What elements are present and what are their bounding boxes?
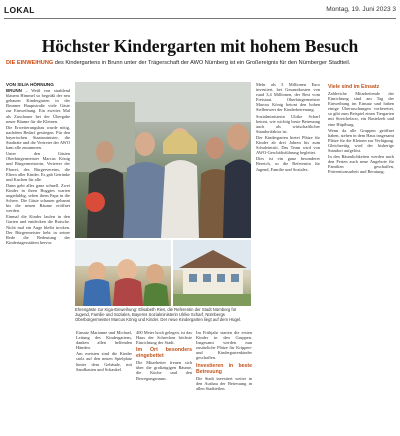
dateline-place: BRUNN [6, 88, 22, 94]
children-photo-art [75, 240, 171, 306]
article-column-4 [196, 330, 252, 430]
paragraph: Einmal die Kinder laufen in den Garten und entdecken die Rutsche. Nicht mal ein Auge bleibt trocken. Der Bürgermeister hebt in seiner Rede die Bedeutung der Kindertagesstätten hervor. [6, 214, 70, 245]
paragraph: 400 Meter hoch gelegen, ist das Haus der Schrecken höchste Einrichtung der Stadt. [136, 330, 192, 346]
lead-paragraph: BRUNN – Weiß von strahlend blauem Himmel so begrüßt der neu gebauen Kindergarten in der Brunner Hauptstraße viele Gäste zur Einweihung. Ein zweites Mal als Zuschauer bei der Übergabe neuer Räume für die Kleinen. [6, 88, 70, 124]
article-column-5 [256, 82, 320, 430]
article-column-6 [328, 82, 394, 430]
photo-caption: Ehrengäste zur Kiga-Einweihung: Elisabeth Ries, die Referentin der Stadt Nürnberg für Jugend, Familie und Soziales, Bayerns Sozialministerin Ulrike Scharf, Nürnbergs Oberbürgermeister Marcus König und Kinder. Der neue Kindergarten liegt auf dem Hügel. [75, 307, 242, 322]
paragraph: Am meisten sind die Kinder stolz auf den neuen Spielplatz hinter dem Gebäude, mit Sandkasten und Schaukel. [76, 351, 132, 372]
children-photo [75, 240, 171, 306]
page-header [4, 4, 396, 19]
dignitaries-photo-art [75, 82, 251, 238]
paragraph: Die Erweiterungsbau wurde nötig, nachdem Bedarf gestiegen. Für den bayerischen Staatsminister, die Stadträte und die Vertreter der AWO kam alle zusammen. [6, 124, 70, 151]
paragraph: Die Stadt investiert weiter in den Ausbau der Betreuung in allen Stadtteilen. [196, 375, 252, 391]
paragraph: Wenn da alle Gruppen geöffnet haben, stehen in dem Haus insgesamt Plätze für die Kleinen zur Verfügung. Gleichzeitig wird der bisherige Standort aufgelöst. [328, 127, 394, 154]
date-page-line: Montag, 19. Juni 2023 3 [326, 6, 396, 13]
section-heading: Investieren in beste Betreuung [196, 362, 252, 375]
paragraph: Sozialministerin Ulrike Scharf betont, wie wichtig beste Betreuung auch als wirtschaftlicher Standortfaktor ist. [256, 113, 320, 134]
paragraph: Im Frühjahr starten die ersten Kinder in den Gruppen. Insgesamt werden nun zusätzliche Plätze für Krippen- und Kindergartenkinder geschaffen. [196, 330, 252, 361]
paragraph: In den Räumlichkeiten werden nach den Ferien auch neue Angebote für Familien geschaffen, Präventionsarbeit und Beratung. [328, 154, 394, 175]
section-heading: Viele sind im Einsatz [328, 84, 380, 90]
headline: Höchster Kindergarten mit hohem Besuch [41, 36, 359, 56]
dignitaries-photo [75, 82, 251, 238]
paragraph: Die Mitarbeiter freuen sich über die großzügigen Räume, die Küche und den Bewegungsraum. [136, 360, 192, 381]
paragraph: Dann geht alles ganz schnell. Zwei Kinder in ihren Buggies warten ungeduldig, sehen ihren Papa in die Schere. Die Gäste schauen gebannt bis die neuen Räume eröffnet werden. [6, 182, 70, 214]
article-column-2 [76, 330, 132, 430]
article-column-3 [136, 330, 192, 430]
building-photo-art [173, 240, 251, 306]
paragraph: Einsatz Marianne und Michael, Leitung des Kindergartens, danken allen helfenden Händen. [76, 330, 132, 351]
author-byline: VON SILIA HÖRNUNG [6, 82, 54, 87]
paragraph: Mehr als 3 Millionen Euro investiert, bei Gesamtkosten von rund 3,4 Millionen, der Rest vom Freistaat. Oberbürgermeister Marcus König betont den hohen Stellenwert der Kinderbetreuung. [256, 82, 320, 113]
building-photo [173, 240, 251, 306]
paragraph: Dies ist ein ganz besonderer Bereich, so die Referentin für Jugend, Familie und Soziales. [256, 156, 320, 172]
section-label: LOKAL [4, 5, 35, 15]
subheadline [6, 60, 394, 67]
article-column-1 [6, 82, 70, 430]
subhead-text: des Kindergartens in Brunn unter der Trägerschaft der AWO Nürnberg ist ein Großereignis für den Nürnberger Stadtteil. [53, 60, 351, 66]
paragraph: Zahlreiche Mitarbeitende der Einrichtung sind am Tag der Einweihung im Einsatz und haben einige Überraschungen vorbereitet, so gibt zum Beispiel einen Tiergarten mit Streichelzoo, ein Bastelzelt und eine Hüpfburg. [328, 91, 394, 127]
paragraph: Der Kindergarten bietet Plätze für Kinder ab drei Jahren bis zum Schuleintritt. Das Team wird von AWO-Geschäftsführung begleitet. [256, 134, 320, 156]
section-heading: Im Ort besonders eingebettet [136, 347, 192, 360]
subhead-accent: DIE EINWEIHUNG [6, 60, 54, 66]
paragraph: Unter den Gästen Oberbürgermeister Marcus König und Bürgermeisterin, Vertreter der Pfarrei, des Bürgervereins, die Eltern aller Kinder. Es gab Getränke und Kuchen für alle. [6, 151, 70, 182]
